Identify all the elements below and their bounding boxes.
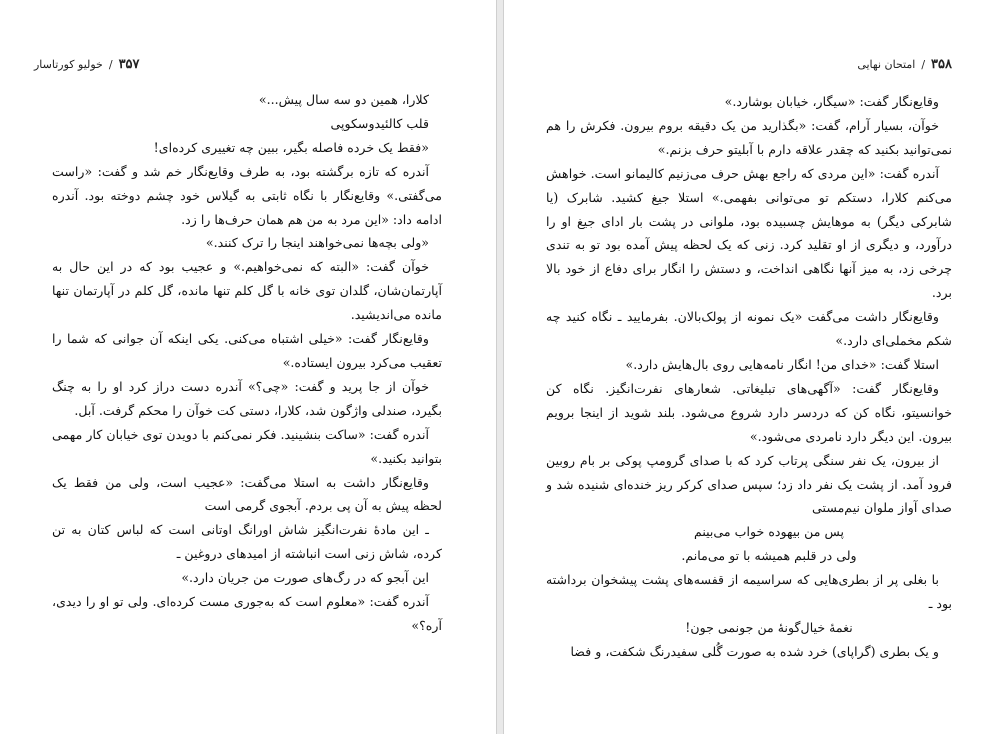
page-number: ۳۵۷: [118, 56, 140, 72]
running-title: خولیو کورتاسار: [34, 57, 103, 71]
paragraph: ـ این مادهٔ نفرت‌انگیز شاش اورانگ اوتانی است که لباس کتان به تن کرده، شاش زنی است انباشته از امیدهای دروغین ـ: [52, 522, 442, 562]
paragraph: با بغلی پر از بطری‌هایی که سراسیمه از قفسه‌های پشت پیشخوان برداشته بود ـ: [546, 572, 952, 612]
verse-line: این آبجو که در رگ‌های صورت من جریان دارد.»: [181, 570, 429, 586]
paragraph: وقایع‌نگار گفت: «آگهی‌های تبلیغاتی. شعارهای نفرت‌انگیز. نگاه کن خوانسیتو، نگاه کن که دردسر دارد شروع می‌شود. بلند شوید از اینجا برویم بیرون. این دیگر دارد نامردی می‌شود.»: [546, 380, 952, 444]
verse-line: نغمهٔ خیال‌گونهٔ من جونمی جون!: [685, 619, 853, 635]
header-separator: /: [108, 57, 113, 71]
paragraph: وقایع‌نگار گفت: «خیلی اشتباه می‌کنی. یکی اینکه آن جوانی که شما را تعقیب می‌کرد بیرون ایستاده.»: [52, 331, 442, 370]
running-header: [857, 55, 952, 73]
page-number: ۳۵۸: [931, 56, 952, 72]
paragraph: و یک بطری (گراپای) خرد شده به صورت گُلی سفیدرنگ شکفت، و فضا: [570, 643, 939, 659]
verse-line: «ولی بچه‌ها نمی‌خواهند اینجا را ترک کنند.»: [205, 235, 429, 251]
paragraph: استلا گفت: «خدای من! انگار نامه‌هایی روی بال‌هایش دارد.»: [625, 356, 939, 372]
verse-line: ولی در قلبم همیشه با تو می‌مانم.: [681, 548, 857, 564]
verse-line: پس من بیهوده خواب می‌بینم: [693, 524, 845, 540]
paragraph: آندره که تازه برگشته بود، به طرف وقایع‌نگار خم شد و گفت: «راست می‌گفتی.» وقایع‌نگار با نگاه ثابتی به گیلاس خود چشم دوخته بود. آندره ادامه داد: «این مرد به من هم همان حرف‌ها را زد.: [52, 163, 442, 227]
verse-line: قلب کالئیدوسکوپی: [330, 115, 429, 131]
paragraph: آندره گفت: «معلوم است که به‌جوری مست کرده‌ای. ولی تو او را دیدی، آره؟»: [52, 594, 442, 633]
paragraph: وقایع‌نگار داشت به استلا می‌گفت: «عجیب است، ولی من فقط یک لحظه پیش به آن پی بردم. آبجوی گرمی است: [52, 474, 442, 514]
running-header: [34, 55, 140, 73]
paragraph: خوآن گفت: «البته که نمی‌خواهیم.» و عجیب بود که در این حال به آپارتمان‌شان، گلدان توی خانه با گل کلم تنها مانده، گل کلم در آپارتمان تنها مانده می‌اندیشید.: [52, 259, 442, 323]
paragraph: از بیرون، یک نفر سنگی پرتاب کرد که با صدای گرومپ پوکی بر بام روبین فرود آمد. از پشت یک نفر داد زد؛ سپس صدای کرکر ریز خنده‌ای شنیده شد و صدای آواز ملوان نیم‌مستی: [546, 452, 952, 516]
paragraph: آندره گفت: «این مردی که راجع بهش حرف می‌زنیم کالیمانو است. خواهش می‌کنم کلارا، دستکم تو می‌توانی بفهمی.» استلا جیغ کشید. شابرک (یا شابرکی دیگر) به موهایش چسبیده بود، ملوانی در پشت بار ادای جیغ او را درآورد، و دیگری از او تقلید کرد. زنی که یک لحظه پیش آمده بود تو به تندی چرخی زد، به میز آنها نگاهی انداخت، و دستش را انگار برای دفاع از خود بالا برد.: [546, 165, 952, 301]
paragraph: خوآن از جا پرید و گفت: «چی؟» آندره دست دراز کرد او را به چنگ بگیرد، صندلی واژگون شد، کلارا، دستی کت خوآن را محکم گرفت. آبل.: [52, 378, 442, 418]
paragraph: وقایع‌نگار گفت: «سیگار، خیابان بوشارد.»: [724, 94, 939, 109]
running-title: امتحان نهایی: [857, 57, 916, 71]
verse-line: «فقط یک خرده فاصله بگیر، ببین چه تغییری کرده‌ای!: [153, 139, 429, 155]
paragraph: آندره گفت: «ساکت بنشینید. فکر نمی‌کنم با دویدن توی خیابان کار مهمی بتوانید بکنید.»: [52, 426, 442, 466]
paragraph: وقایع‌نگار داشت می‌گفت «یک نمونه از پولک‌بالان. بفرمایید ـ نگاه کنید چه شکم مخملی‌ای دارد.»: [546, 309, 952, 349]
header-separator: /: [921, 57, 926, 71]
right-page: [503, 0, 996, 734]
verse-line: کلارا، همین دو سه سال پیش...»: [258, 92, 429, 107]
body-text: [546, 90, 952, 664]
left-page: [0, 0, 497, 734]
body-text: [52, 88, 442, 638]
paragraph: خوآن، بسیار آرام، گفت: «بگذارید من یک دقیقه بروم بیرون. فکرش را هم نمی‌توانید بکنید که چقدر علاقه دارم با آبلیتو حرف بزنم.»: [546, 117, 952, 157]
